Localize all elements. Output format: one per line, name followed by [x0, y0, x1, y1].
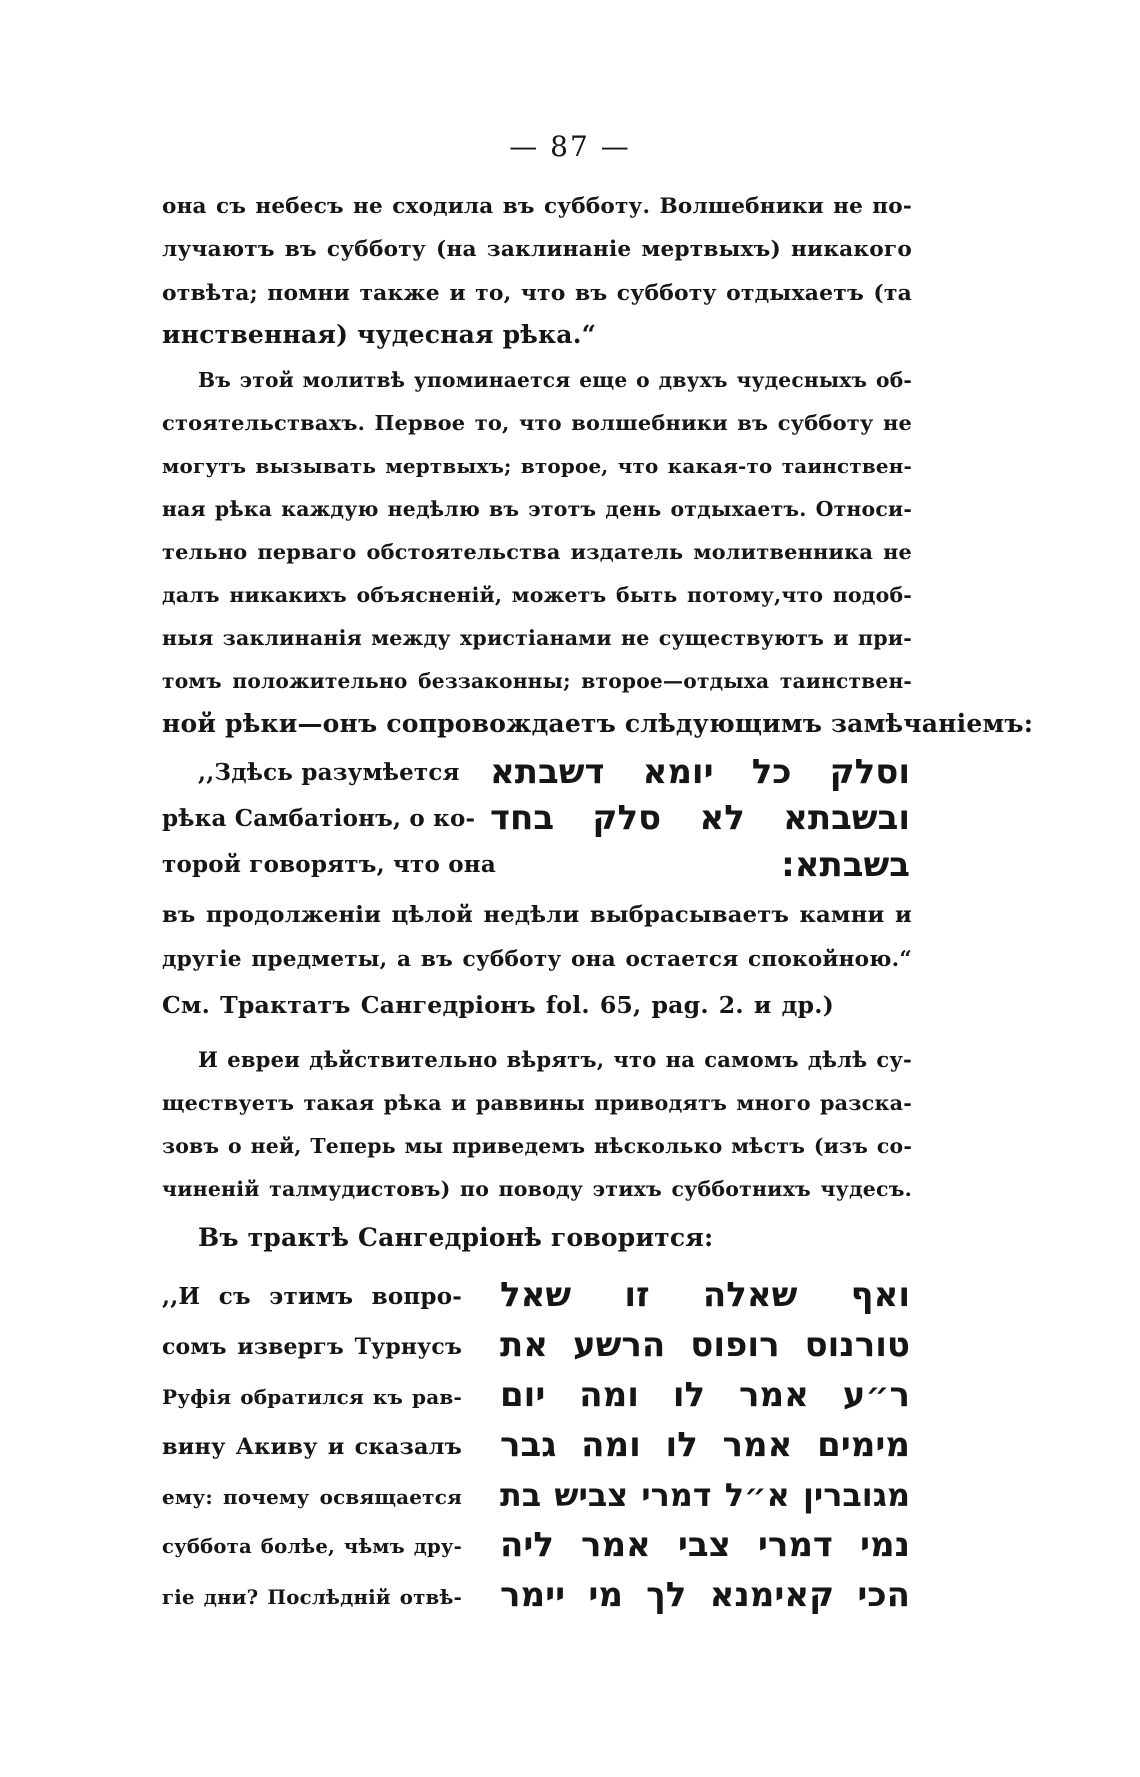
hebrew-quote-line: הכי קאימנא לך מי יימר: [500, 1575, 910, 1615]
hebrew-quote-line: טורנוס רופוס הרשע את: [500, 1325, 910, 1365]
text-line: Въ этой молитвѣ упоминается еще о двухъ чудесныхъ об-: [198, 368, 912, 392]
text-line: ной рѣки—онъ сопровождаетъ слѣдующимъ замѣчаніемъ:: [162, 709, 1034, 738]
quote-russian-line: торой говорятъ, что она: [162, 851, 496, 878]
hebrew-quote-line: מימים אמר לו ומה גבר: [500, 1425, 910, 1465]
hebrew-quote-line: ר״ע אמר לו ומה יום: [500, 1375, 910, 1415]
text-line: лучаютъ въ субботу (на заклинаніе мертвыхъ) никакого: [162, 237, 912, 262]
hebrew-quote-line: ובשבתא לא סלק בחד: [490, 798, 910, 838]
text-line: отвѣта; помни также и то, что въ субботу отдыхаетъ (та: [162, 280, 912, 306]
hebrew-quote-line: ואף שאלה זו שאל: [500, 1275, 910, 1315]
quote-russian-line: Руфія обратился къ рав-: [162, 1385, 462, 1409]
text-line: инственная) чудесная рѣка.“: [162, 320, 597, 349]
text-line: И евреи дѣйствительно вѣрятъ, что на самомъ дѣлѣ су-: [198, 1047, 912, 1072]
text-line: стоятельствахъ. Первое то, что волшебники въ субботу не: [162, 410, 912, 435]
quote-russian-line: ,,И съ этимъ вопро-: [162, 1283, 462, 1310]
text-line: ная рѣка каждую недѣлю въ этотъ день отдыхаетъ. Относи-: [162, 497, 912, 521]
quote-russian-line: гіе дни? Послѣдній отвѣ-: [162, 1585, 462, 1609]
text-line: другіе предметы, а въ субботу она остается спокойною.“: [162, 947, 912, 972]
quote-russian-line: ему: почему освящается: [162, 1485, 462, 1509]
text-line: могутъ вызывать мертвыхъ; второе, что какая-то таинствен-: [162, 454, 912, 478]
text-line: ществуетъ такая рѣка и раввины приводятъ много разска-: [162, 1091, 912, 1115]
quote-russian-line: вину Акиву и сказалъ: [162, 1434, 462, 1460]
text-line: томъ положительно беззаконны; второе—отдыха таинствен-: [162, 669, 912, 693]
quote-russian-line: суббота болѣе, чѣмъ дру-: [162, 1535, 462, 1558]
hebrew-quote-line: מגוברין א״ל דמרי צביש בת: [500, 1476, 910, 1514]
text-line: ныя заклинанія между христіанами не существуютъ и при-: [162, 626, 912, 650]
page-number: — 87 —: [509, 130, 631, 163]
intro-line: Въ трактѣ Сангедріонѣ говорится:: [198, 1223, 714, 1252]
text-line: далъ никакихъ объясненій, можетъ быть потому,что подоб-: [162, 583, 912, 607]
quote-russian-line: рѣка Самбатіонъ, о ко-: [162, 805, 476, 832]
hebrew-quote-line: וסלק כל יומא דשבתא: [490, 752, 910, 792]
text-line: тельно перваго обстоятельства издатель молитвенника не: [162, 539, 912, 564]
text-line: зовъ о ней, Теперь мы приведемъ нѣсколько мѣстъ (изъ со-: [162, 1134, 912, 1158]
hebrew-quote-line: בשבתא:: [781, 845, 910, 885]
quote-russian-line: сомъ извергъ Турнусъ: [162, 1334, 462, 1360]
quote-russian-line: ,,Здѣсь разумѣется: [198, 759, 460, 786]
citation-line: См. Трактатъ Сангедріонъ fol. 65, pag. 2. и др.): [162, 991, 834, 1019]
hebrew-quote-line: נמי דמרי צבי אמר ליה: [500, 1525, 910, 1565]
text-line: въ продолженіи цѣлой недѣли выбрасываетъ камни и: [162, 902, 912, 928]
text-line: чиненій талмудистовъ) по поводу этихъ субботнихъ чудесъ.: [162, 1177, 912, 1201]
text-line: она съ небесъ не сходила въ субботу. Волшебники не по-: [162, 194, 912, 219]
